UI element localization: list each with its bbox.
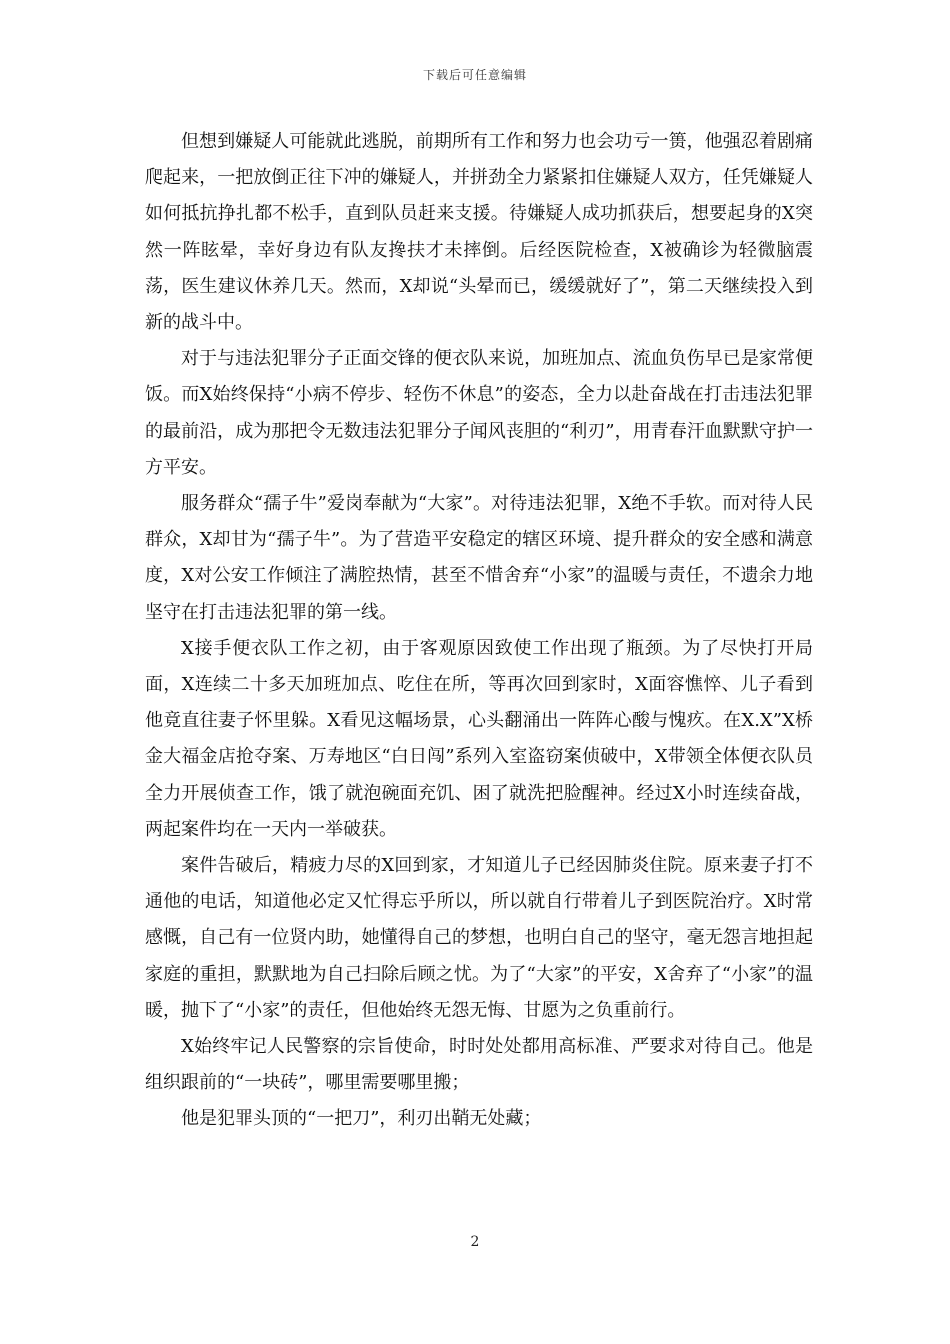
document-body xyxy=(145,124,813,1138)
page-number: 2 xyxy=(470,1234,480,1250)
paragraph-4: X接手便衣队工作之初，由于客观原因致使工作出现了瓶颈。为了尽快打开局面，X连续二十多天加班加点、吃住在所，等再次回到家时，X面容憔悴、儿子看到他竟直往妻子怀里躲。X看见这幅场景，心头翻涌出一阵阵心酸与愧疚。在X.X”X桥金大福金店抢夺案、万寿地区“白日闯”系列入室盗窃案侦破中，X带领全体便衣队员全力开展侦查工作，饿了就泡碗面充饥、困了就洗把脸醒神。经过X小时连续奋战，两起案件均在一天内一举破获。 xyxy=(145,637,813,840)
header-note: 下载后可任意编辑 xyxy=(422,68,527,82)
paragraph-2: 对于与违法犯罪分子正面交锋的便衣队来说，加班加点、流血负伤早已是家常便饭。而X始终保持“小病不停步、轻伤不休息”的姿态，全力以赴奋战在打击违法犯罪的最前沿，成为那把令无数违法犯罪分子闻风丧胆的“利刃”，用青春汗血默默守护一方平安。 xyxy=(145,348,813,478)
paragraph-3: 服务群众“孺子牛”爱岗奉献为“大家”。对待违法犯罪，X绝不手软。而对待人民群众，X却甘为“孺子牛”。为了营造平安稳定的辖区环境、提升群众的安全感和满意度，X对公安工作倾注了满腔热情，甚至不惜舍弃“小家”的温暖与责任，不遗余力地坚守在打击违法犯罪的第一线。 xyxy=(145,493,813,623)
paragraph-5: 案件告破后，精疲力尽的X回到家，才知道儿子已经因肺炎住院。原来妻子打不通他的电话，知道他必定又忙得忘乎所以，所以就自行带着儿子到医院治疗。X时常感慨，自己有一位贤内助，她懂得自己的梦想，也明白自己的坚守，毫无怨言地担起家庭的重担，默默地为自己扫除后顾之忧。为了“大家”的平安，X舍弃了“小家”的温暖，抛下了“小家”的责任，但他始终无怨无悔、甘愿为之负重前行。 xyxy=(145,855,813,1021)
paragraph-6: X始终牢记人民警察的宗旨使命，时时处处都用高标准、严要求对待自己。他是组织跟前的“一块砖”，哪里需要哪里搬； xyxy=(145,1036,813,1094)
paragraph-7: 他是犯罪头顶的“一把刀”，利刃出鞘无处藏； xyxy=(181,1108,542,1130)
paragraph-1: 但想到嫌疑人可能就此逃脱，前期所有工作和努力也会功亏一篑，他强忍着剧痛爬起来，一把放倒正往下冲的嫌疑人，并拼劲全力紧紧扣住嫌疑人双方，任凭嫌疑人如何抵抗挣扎都不松手，直到队员赶来支援。待嫌疑人成功抓获后，想要起身的X突然一阵眩晕，幸好身边有队友搀扶才未摔倒。后经医院检查，X被确诊为轻微脑震荡，医生建议休养几天。然而，X却说“头晕而已，缓缓就好了”，第二天继续投入到新的战斗中。 xyxy=(145,131,813,334)
